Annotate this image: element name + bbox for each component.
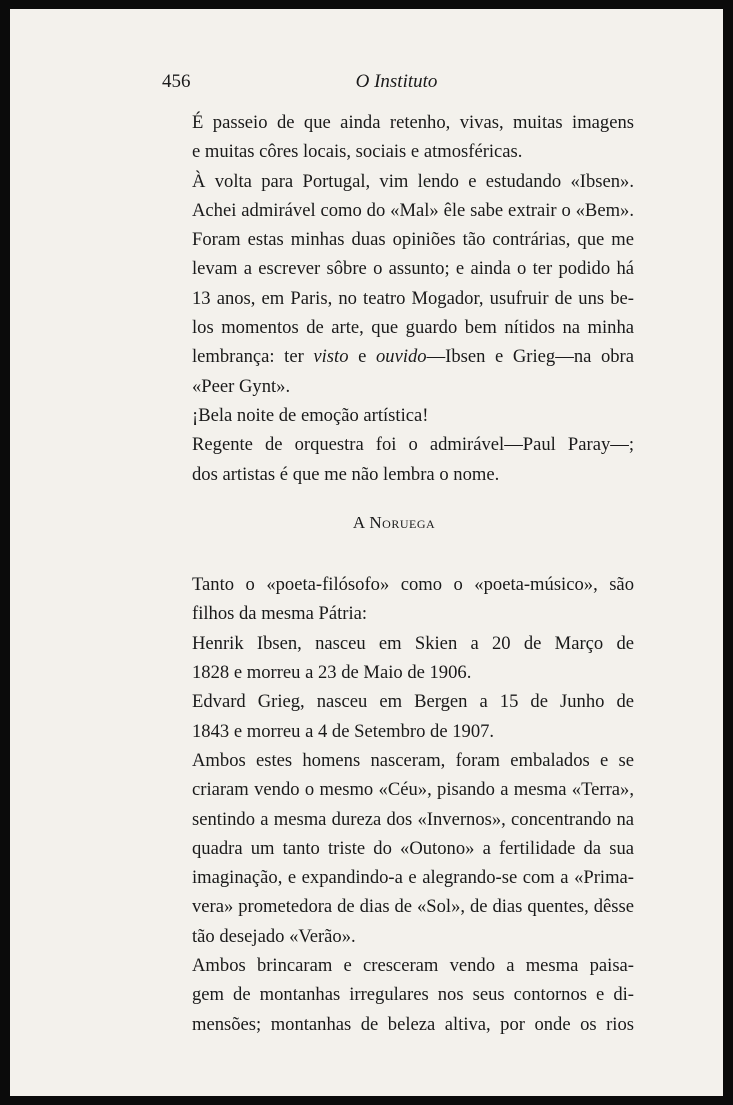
text-line <box>154 342 634 371</box>
text-line: 1843 e morreu a 4 de Setembro de 1907. <box>192 720 495 742</box>
running-title: O Instituto <box>355 71 438 92</box>
text-line: Ambos estes homens nasceram, foram embalados e se <box>192 749 634 771</box>
text-fragment: e <box>348 346 376 368</box>
section-heading: A Noruega <box>352 512 436 532</box>
paragraph-4 <box>154 430 634 489</box>
text-line: Edvard Grieg, nasceu em Bergen a 15 de Junho de <box>192 691 634 713</box>
text-line: imaginação, e expandindo-a e alegrando-se com a «Prima- <box>192 867 634 889</box>
paragraph-7 <box>154 687 634 746</box>
paragraph-5 <box>154 570 634 629</box>
text-line: quadra um tanto triste do «Outono» a fertilidade da sua <box>192 837 634 859</box>
text-line: tão desejado «Verão». <box>192 925 356 947</box>
text-line: Achei admirável como do «Mal» êle sabe extrair o «Bem». <box>192 199 634 221</box>
text-line: gem de montanhas irregulares nos seus contornos e di- <box>192 984 634 1006</box>
text-line: À volta para Portugal, vim lendo e estudando «Ibsen». <box>192 170 634 192</box>
text-line: Henrik Ibsen, nasceu em Skien a 20 de Março de <box>192 632 634 654</box>
text-line: ¡Bela noite de emoção artística! <box>192 404 429 426</box>
text-line: 13 anos, em Paris, no teatro Mogador, usufruir de uns be- <box>192 287 634 309</box>
body-text <box>154 108 634 1039</box>
text-fragment: —Ibsen e Grieg—na obra <box>426 346 634 368</box>
paragraph-3 <box>154 401 634 430</box>
text-fragment: lembrança: ter <box>192 346 314 368</box>
text-line: filhos da mesma Pátria: <box>192 603 368 625</box>
paragraph-8 <box>154 746 634 951</box>
text-line: dos artistas é que me não lembra o nome. <box>192 463 500 485</box>
text-line: sentindo a mesma dureza dos «Invernos», concentrando na <box>192 808 634 830</box>
text-line: los momentos de arte, que guardo bem nítidos na minha <box>192 317 634 339</box>
text-line: levam a escrever sôbre o assunto; e ainda o ter podido há <box>192 258 634 280</box>
text-line: Ambos brincaram e cresceram vendo a mesma paisa- <box>192 955 634 977</box>
paragraph-9 <box>154 951 634 1039</box>
page-header <box>162 71 631 99</box>
paragraph-6 <box>154 629 634 688</box>
text-line: e muitas côres locais, sociais e atmosféricas. <box>192 141 523 163</box>
text-line: 1828 e morreu a 23 de Maio de 1906. <box>192 662 472 684</box>
text-line: vera» prometedora de dias de «Sol», de dias quentes, dêsse <box>192 896 634 918</box>
text-line: Regente de orquestra foi o admirável—Paul Paray—; <box>192 434 634 456</box>
text-line: É passeio de que ainda retenho, vivas, muitas imagens <box>192 112 634 133</box>
paragraph-1 <box>154 108 634 167</box>
text-line: «Peer Gynt». <box>192 375 291 397</box>
text-line: mensões; montanhas de beleza altiva, por onde os rios <box>192 1013 634 1035</box>
paragraph-2 <box>154 167 634 401</box>
page-number: 456 <box>162 71 191 92</box>
italic-word: visto <box>313 346 349 368</box>
italic-word: ouvido <box>375 346 427 368</box>
text-line: Foram estas minhas duas opiniões tão contrárias, que me <box>192 229 634 251</box>
text-line: Tanto o «poeta-filósofo» como o «poeta-músico», são <box>192 574 634 596</box>
text-line: criaram vendo o mesmo «Céu», pisando a mesma «Terra», <box>192 779 634 801</box>
